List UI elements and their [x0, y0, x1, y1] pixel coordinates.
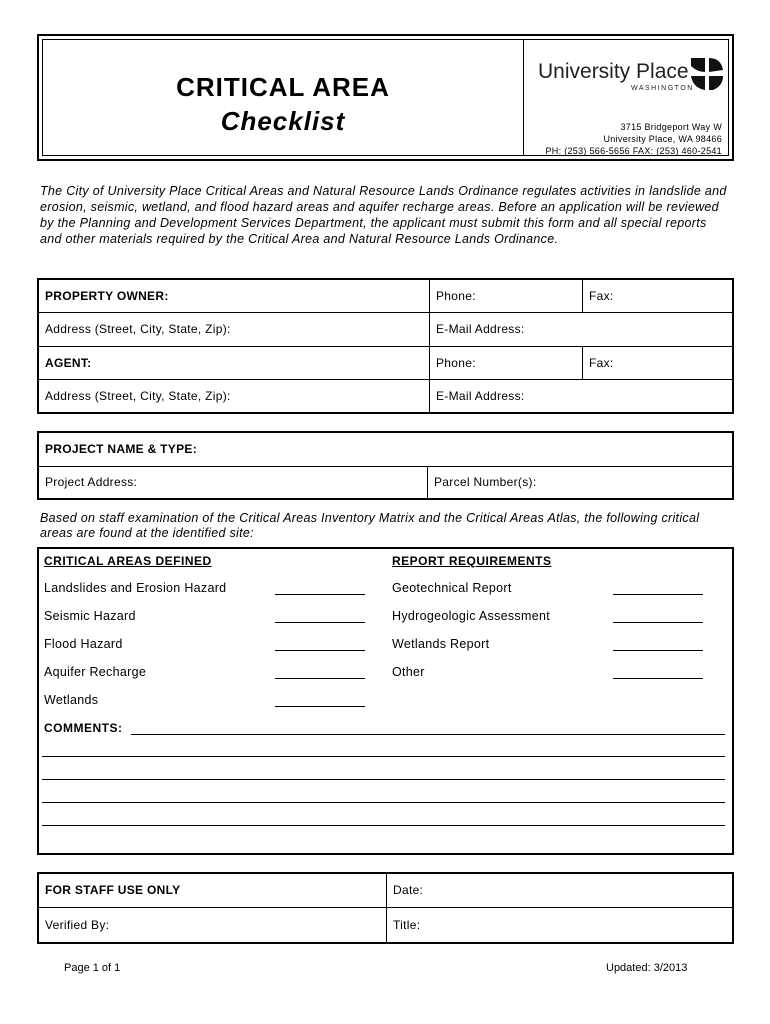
comments-line-3[interactable] — [42, 779, 725, 780]
logo-wordmark: University Place — [538, 60, 689, 83]
report-geotechnical-blank[interactable] — [613, 594, 703, 595]
report-wetlands-blank[interactable] — [613, 650, 703, 651]
title-field[interactable]: Title: — [387, 907, 734, 943]
date-field[interactable]: Date: — [387, 873, 734, 907]
report-requirements-heading: REPORT REQUIREMENTS — [392, 554, 552, 568]
header-inner-frame — [42, 39, 729, 156]
area-aquifer-blank[interactable] — [275, 678, 365, 679]
intro-paragraph: The City of University Place Critical Areas and Natural Resource Lands Ordinance regulates activities in landslide and erosion, seismic, wetland, and flood hazard areas and aquifer recharge areas. Before an application will be reviewed by the Planning and Development Services Department, the applicant must submit this form and all special reports and other materials required by the Critical Area and Natural Resource Lands Ordinance. — [40, 184, 727, 246]
comments-line-5[interactable] — [42, 825, 725, 826]
staff-use-label: FOR STAFF USE ONLY — [38, 873, 387, 907]
area-seismic-label: Seismic Hazard — [44, 609, 136, 623]
header-box — [37, 34, 734, 161]
project-address-field[interactable]: Project Address: — [38, 466, 428, 499]
area-seismic-blank[interactable] — [275, 622, 365, 623]
document-title: CRITICAL AREA — [176, 72, 390, 102]
agent-fax-field[interactable]: Fax: — [583, 346, 734, 379]
owner-fax-field[interactable]: Fax: — [583, 279, 734, 312]
document-subtitle: Checklist — [220, 106, 346, 136]
comments-line-1[interactable] — [131, 734, 725, 735]
area-landslides-blank[interactable] — [275, 594, 365, 595]
owner-email-field[interactable]: E-Mail Address: — [430, 312, 734, 346]
report-other-blank[interactable] — [613, 678, 703, 679]
parcel-number-field[interactable]: Parcel Number(s): — [428, 466, 734, 499]
critical-areas-heading: CRITICAL AREAS DEFINED — [44, 554, 212, 568]
area-wetlands-label: Wetlands — [44, 693, 99, 707]
agent-email-field[interactable]: E-Mail Address: — [430, 379, 734, 413]
report-wetlands-label: Wetlands Report — [392, 637, 490, 651]
area-landslides-label: Landslides and Erosion Hazard — [44, 581, 227, 595]
agent-field[interactable]: AGENT: — [38, 346, 430, 379]
verified-by-field[interactable]: Verified By: — [38, 907, 387, 943]
address-street: 3715 Bridgeport Way W — [620, 122, 722, 132]
project-name-type-field[interactable]: PROJECT NAME & TYPE: — [38, 432, 733, 466]
comments-label: COMMENTS: — [44, 721, 123, 735]
updated-date: Updated: 3/2013 — [606, 962, 688, 974]
staff-use-table — [37, 872, 734, 944]
staff-examination-note: Based on staff examination of the Critical Areas Inventory Matrix and the Critical Areas Atlas, the following critical areas are found at the identified site: — [40, 511, 700, 540]
area-flood-blank[interactable] — [275, 650, 365, 651]
area-aquifer-label: Aquifer Recharge — [44, 665, 147, 679]
logo-subtitle: WASHINGTON — [631, 85, 694, 92]
address-phone-fax: PH: (253) 566-5656 FAX: (253) 460-2541 — [545, 146, 722, 156]
agent-address-field[interactable]: Address (Street, City, State, Zip): — [38, 379, 430, 413]
page-number: Page 1 of 1 — [64, 962, 121, 974]
report-geotechnical-label: Geotechnical Report — [392, 581, 512, 595]
report-hydrogeologic-label: Hydrogeologic Assessment — [392, 609, 550, 623]
header-divider — [523, 40, 524, 155]
address-city: University Place, WA 98466 — [603, 134, 722, 144]
logo-leaf-icon — [689, 56, 725, 92]
critical-areas-box — [37, 547, 734, 855]
owner-phone-field[interactable]: Phone: — [430, 279, 583, 312]
owner-agent-table — [37, 278, 734, 414]
comments-line-4[interactable] — [42, 802, 725, 803]
comments-line-2[interactable] — [42, 756, 725, 757]
agent-phone-field[interactable]: Phone: — [430, 346, 583, 379]
report-other-label: Other — [392, 665, 425, 679]
property-owner-field[interactable]: PROPERTY OWNER: — [38, 279, 430, 312]
area-flood-label: Flood Hazard — [44, 637, 123, 651]
report-hydrogeologic-blank[interactable] — [613, 622, 703, 623]
area-wetlands-blank[interactable] — [275, 706, 365, 707]
project-table — [37, 431, 734, 500]
owner-address-field[interactable]: Address (Street, City, State, Zip): — [38, 312, 430, 346]
